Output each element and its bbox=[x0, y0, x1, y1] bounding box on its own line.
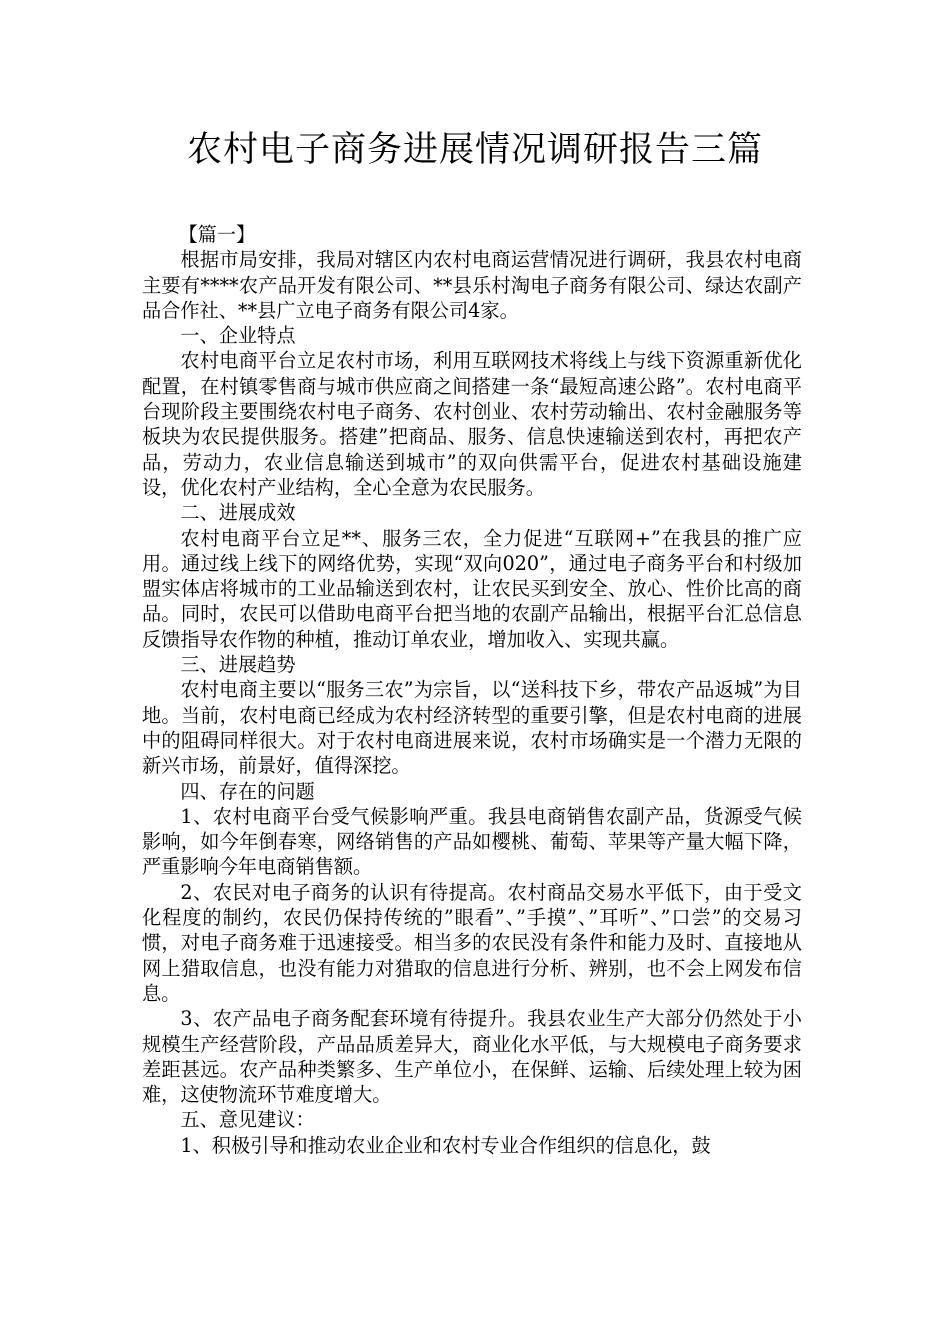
document-body bbox=[142, 222, 802, 1158]
paragraph-problem-2: 2、农民对电子商务的认识有待提高。农村商品交易水平低下，由于受文化程度的制约，农民仍保持传统的”眼看”、”手摸”、”耳听”、”口尝”的交易习惯，对电子商务难于迅速接受。相当多的农民没有条件和能力及时、直接地从网上猎取信息，也没有能力对猎取的信息进行分析、辨别，也不会上网发布信息。 bbox=[142, 880, 802, 1005]
paragraph-problem-3: 3、农产品电子商务配套环境有待提升。我县农业生产大部分仍然处于小规模生产经营阶段，产品品质差异大，商业化水平低，与大规模电子商务要求差距甚远。农产品种类繁多、生产单位小，在保鲜、运输、后续处理上较为困难，这使物流环节难度增大。 bbox=[142, 1007, 802, 1107]
section-heading-progress-results: 二、进展成效 bbox=[180, 501, 296, 525]
paragraph-problem-1: 1、农村电商平台受气候影响严重。我县电商销售农副产品，货源受气候影响，如今年倒春寒，网络销售的产品如樱桃、葡萄、苹果等产量大幅下降，严重影响今年电商销售额。 bbox=[142, 804, 802, 879]
section-heading-existing-problems: 四、存在的问题 bbox=[180, 779, 315, 803]
section-heading-development-trend: 三、进展趋势 bbox=[180, 653, 296, 677]
section-heading-suggestions: 五、意见建议： bbox=[180, 1108, 315, 1132]
paragraph-progress-results: 农村电商平台立足**、服务三农，全力促进“互联网+”在我县的推广应用。通过线上线下的网络优势，实现“双向020”，通过电子商务平台和村级加盟实体店将城市的工业品输送到农村，让农民买到安全、放心、性价比高的商品。同时，农民可以借助电商平台把当地的农副产品输出，根据平台汇总信息反馈指导农作物的种植，推动订单农业，增加收入、实现共赢。 bbox=[142, 526, 802, 651]
intro-paragraph: 根据市局安排，我局对辖区内农村电商运营情况进行调研，我县农村电商主要有****农产品开发有限公司、**县乐村淘电子商务有限公司、绿达农副产品合作社、**县广立电子商务有限公司4家。 bbox=[142, 248, 802, 322]
paragraph-development-trend: 农村电商主要以“服务三农”为宗旨，以“送科技下乡，带农产品返城”为目地。当前，农村电商已经成为农村经济转型的重要引擎，但是农村电商的进展中的阻碍同样很大。对于农村电商进展来说，农村市场确实是一个潜力无限的新兴市场，前景好，值得深挖。 bbox=[142, 678, 802, 778]
paragraph-enterprise-features: 农村电商平台立足农村市场，利用互联网技术将线上与线下资源重新优化配置，在村镇零售商与城市供应商之间搭建一条“最短高速公路”。农村电商平台现阶段主要围绕农村电子商务、农村创业、农村劳动输出、农村金融服务等板块为农民提供服务。搭建”把商品、服务、信息快速输送到农村，再把农产品，劳动力，农业信息输送到城市”的双向供需平台，促进农村基础设施建设，优化农村产业结构，全心全意为农民服务。 bbox=[142, 349, 802, 499]
document-title: 农村电子商务进展情况调研报告三篇 bbox=[186, 130, 763, 170]
section-marker: 【篇一】 bbox=[178, 223, 256, 246]
section-heading-enterprise-features: 一、企业特点 bbox=[180, 324, 296, 348]
paragraph-suggestion-1: 1、积极引导和推动农业企业和农村专业合作组织的信息化，鼓 bbox=[180, 1133, 711, 1157]
